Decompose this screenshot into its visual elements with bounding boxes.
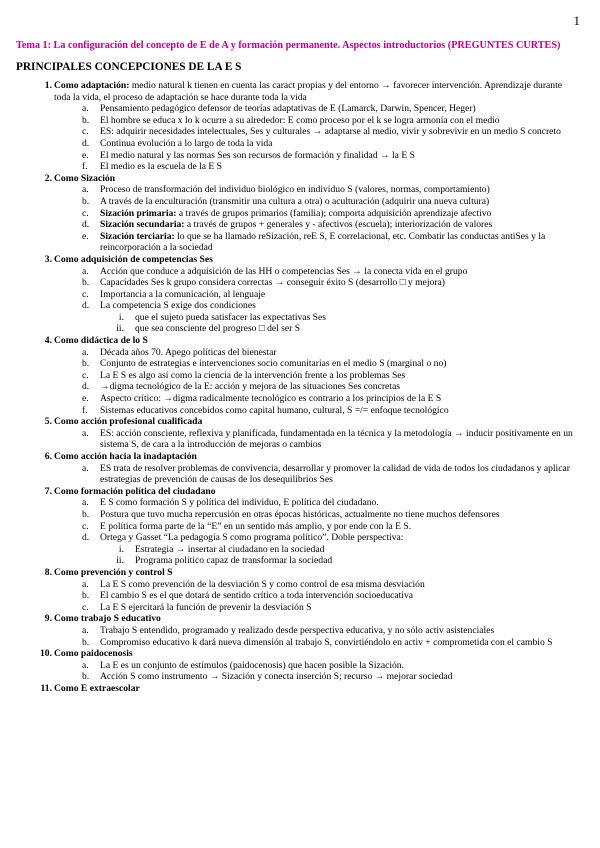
point-item xyxy=(54,277,578,289)
conception-number: 11. xyxy=(40,682,52,694)
conception-number: 1. xyxy=(44,80,52,91)
point-item xyxy=(54,381,578,393)
conception-number: 6. xyxy=(44,451,52,462)
point-letter: b. xyxy=(82,508,90,520)
point-letter: a. xyxy=(82,184,89,196)
conception-title: Como Sización xyxy=(54,172,116,184)
point-item xyxy=(54,347,578,359)
point-text: El medio natural y las normas Ses son recursos de formación y finalidad → la E S xyxy=(100,149,415,161)
point-text: a través de grupos primarios (familia); comporta adquisición aprendizaje afectivo xyxy=(176,207,492,219)
point-term: Sización terciaria: xyxy=(100,230,175,242)
point-text: Trabajo S entendido, programado y realizado desde perspectiva educativa, y no sólo activ asistenciales xyxy=(100,624,495,636)
conception-number: 3. xyxy=(44,253,52,265)
point-item xyxy=(54,266,578,278)
point-item xyxy=(54,671,578,683)
point-item xyxy=(54,184,578,196)
conception-item xyxy=(16,254,578,335)
point-item xyxy=(54,150,578,162)
conception-points xyxy=(54,103,578,173)
conception-points xyxy=(54,660,578,683)
sub-point-numeral: ii. xyxy=(116,555,124,567)
point-letter: a. xyxy=(82,427,89,439)
point-letter: d. xyxy=(82,219,90,231)
point-text: La E S es algo así como la ciencia de la intervención frente a los problemas Ses xyxy=(100,369,406,381)
point-letter: b. xyxy=(82,590,90,602)
point-letter: b. xyxy=(82,358,90,370)
point-term: Sización secundaria: xyxy=(100,219,185,231)
conception-points xyxy=(54,347,578,417)
conception-item xyxy=(16,80,578,173)
point-letter: a. xyxy=(82,265,89,277)
point-letter: c. xyxy=(82,520,89,532)
point-item xyxy=(54,463,578,486)
point-letter: a. xyxy=(82,578,89,590)
point-letter: a. xyxy=(82,462,89,474)
point-item xyxy=(54,521,578,533)
conception-number: 8. xyxy=(44,566,52,578)
point-text: El hombre se educa x lo k ocurre a su alrededor: E como proceso por el k se logra armonía con el medio xyxy=(100,114,500,126)
point-text: La E S ejercitará la función de prevenir la desviación S xyxy=(100,601,312,613)
point-letter: b. xyxy=(82,671,90,683)
point-text: Acción S como instrumento → Sización y conecta inserción S; recurso → mejorar sociedad xyxy=(100,671,453,683)
point-item xyxy=(54,219,578,231)
point-letter: e. xyxy=(82,393,89,405)
sub-point-item xyxy=(100,544,578,556)
point-text: El medio es la escuela de la E S xyxy=(100,161,223,173)
conception-item xyxy=(16,173,578,254)
point-item xyxy=(54,590,578,602)
point-text: Aspecto crítico: →digma radicalmente tecnológico es contrario a los principios de la E S xyxy=(100,393,442,405)
sub-point-item xyxy=(100,312,578,324)
sub-point-item xyxy=(100,323,578,335)
point-text: ES: adquirir necesidades intelectuales, Ses y culturales → adaptarse al medio, vivir y sobrevivir en un medio S concreto xyxy=(100,126,561,138)
point-letter: f. xyxy=(82,404,88,416)
conception-item xyxy=(16,416,578,451)
point-item xyxy=(54,196,578,208)
conception-title: Como adquisición de competencias Ses xyxy=(54,253,213,265)
sub-point-text: Programa político capaz de transformar la sociedad xyxy=(135,555,333,567)
conception-points xyxy=(54,184,578,254)
point-letter: a. xyxy=(82,659,89,671)
conception-title: Como prevención y control S xyxy=(54,566,173,578)
point-item xyxy=(54,637,578,649)
conception-item xyxy=(16,486,578,567)
point-term: Sización primaria: xyxy=(100,207,177,219)
point-text: Continua evolución a lo largo de toda la vida xyxy=(100,137,273,149)
conception-title: Como E extraescolar xyxy=(54,682,140,694)
point-text: ES trata de resolver problemas de convivencia, desarrollar y promover la calidad de vida de todos los ciudadanos y aplicar estrategias de prevención de causas de los desequilibrios Ses xyxy=(100,462,570,486)
point-letter: d. xyxy=(82,300,90,312)
conception-item xyxy=(16,683,578,695)
point-item xyxy=(54,532,578,567)
conception-points xyxy=(54,625,578,648)
point-letter: a. xyxy=(82,497,89,509)
point-letter: d. xyxy=(82,381,90,393)
conception-points xyxy=(54,463,578,486)
conception-number: 9. xyxy=(44,613,52,625)
point-text: →digma tecnológico de la E: acción y mejora de las situaciones Ses concretas xyxy=(100,381,400,393)
point-item xyxy=(54,289,578,301)
point-letter: c. xyxy=(82,207,89,219)
conception-item xyxy=(16,613,578,648)
sub-point-text: que sea consciente del progreso □ del ser S xyxy=(135,323,301,335)
point-item xyxy=(54,300,578,335)
point-item xyxy=(54,103,578,115)
conceptions-list xyxy=(16,80,578,694)
conception-title: Como adaptación: xyxy=(54,80,130,91)
point-item xyxy=(54,579,578,591)
point-letter: b. xyxy=(82,114,90,126)
point-text: Postura que tuvo mucha repercusión en otras épocas históricas, actualmente no tiene muchos defensores xyxy=(100,508,500,520)
point-letter: c. xyxy=(82,288,89,300)
sub-point-text: que el sujeto pueda satisfacer las expectativas Ses xyxy=(135,311,327,323)
point-text: El cambio S es el que dotará de sentido crítico a toda intervención socioeducativa xyxy=(100,590,414,602)
point-text: Pensamiento pedagógico defensor de teorías adaptativas de E (Lamarck, Darwin, Spencer, Heger) xyxy=(100,103,476,115)
point-letter: c. xyxy=(82,126,89,138)
point-letter: b. xyxy=(82,277,90,289)
conception-number: 7. xyxy=(44,485,52,497)
conception-title: Como acción hacia la inadaptación xyxy=(54,451,197,462)
point-text: Compromiso educativo k dará nueva dimensión al trabajo S, convirtiéndolo en activ + comprometida con el cambio S xyxy=(100,636,553,648)
point-letter: f. xyxy=(82,161,88,173)
point-letter: a. xyxy=(82,346,89,358)
conception-item xyxy=(16,648,578,683)
point-letter: b. xyxy=(82,195,90,207)
point-item xyxy=(54,660,578,672)
point-item xyxy=(54,509,578,521)
conception-title: Como acción profesional cualificada xyxy=(54,416,203,428)
point-letter: b. xyxy=(82,636,90,648)
point-item xyxy=(54,497,578,509)
point-item xyxy=(54,370,578,382)
conception-points xyxy=(54,497,578,567)
point-item xyxy=(54,161,578,173)
point-letter: a. xyxy=(82,624,89,636)
point-letter: e. xyxy=(82,149,89,161)
sub-point-item xyxy=(100,555,578,567)
point-item xyxy=(54,428,578,451)
conception-title: Como paidocenosis xyxy=(54,648,133,660)
point-text: Proceso de transformación del individuo biológico en individuo S (valores, normas, comportamiento) xyxy=(100,184,490,196)
sub-point-text: Estrategia → insertar al ciudadano en la sociedad xyxy=(135,543,325,555)
conception-number: 2. xyxy=(44,172,52,184)
point-letter: c. xyxy=(82,369,89,381)
point-letter: c. xyxy=(82,601,89,613)
document-title: Tema 1: La configuración del concepto de E de A y formación permanente. Aspectos introductorios (PREGUNTES CURTES) xyxy=(16,40,561,51)
sub-points xyxy=(100,544,578,567)
point-item xyxy=(54,625,578,637)
point-item xyxy=(54,405,578,417)
section-heading: PRINCIPALES CONCEPCIONES DE LA E S xyxy=(16,61,242,73)
point-item xyxy=(54,115,578,127)
point-text: Capacidades Ses k grupo considera correctas → conseguir éxito S (desarrollo □ y mejora) xyxy=(100,277,445,289)
point-item xyxy=(54,602,578,614)
conception-item xyxy=(16,451,578,486)
point-item xyxy=(54,358,578,370)
conception-points xyxy=(54,579,578,614)
point-letter: a. xyxy=(82,103,89,115)
conception-title: Como didáctica de lo S xyxy=(54,335,148,347)
point-text: La E S como prevención de la desviación S y como control de esa misma desviación xyxy=(100,578,425,590)
conception-item xyxy=(16,335,578,416)
sub-point-numeral: i. xyxy=(118,543,124,555)
point-item xyxy=(54,126,578,138)
point-text: lo que se ha llamado reSización, reE S, E correlacional, etc. Combatir las conductas antiSes y la reincorporación a la sociedad xyxy=(100,230,546,254)
point-item xyxy=(54,208,578,220)
point-text: Sistemas educativos concebidos como capital humano, cultural, S =/= enfoque tecnológico xyxy=(100,404,449,416)
point-text: ES: acción consciente, reflexiva y planificada, fundamentada en la técnica y la metodología → inducir positivamente en un sistema S, de cara a la introducción de mejoras o cambios xyxy=(100,427,573,451)
point-item xyxy=(54,138,578,150)
point-text: A través de la enculturación (transmitir una cultura a otra) o aculturación (adquirir una nueva cultura) xyxy=(100,195,490,207)
sub-point-numeral: ii. xyxy=(116,323,124,335)
sub-point-numeral: i. xyxy=(118,311,124,323)
conception-title: Como formación política del ciudadano xyxy=(54,485,216,497)
point-text: La E es un conjunto de estímulos (paidocenosis) que hacen posible la Sización. xyxy=(100,659,404,671)
conception-points xyxy=(54,428,578,451)
point-text: Ortega y Gasset “La pedagogía S como programa político”. Doble perspectiva: xyxy=(100,532,404,544)
point-item xyxy=(54,393,578,405)
conception-title: Como trabajo S educativo xyxy=(54,613,161,625)
sub-points xyxy=(100,312,578,335)
point-letter: d. xyxy=(82,532,90,544)
point-letter: e. xyxy=(82,230,89,242)
point-text: Importancia a la comunicación, al lenguaje xyxy=(100,288,266,300)
point-text: La competencia S exige dos condiciones xyxy=(100,300,256,312)
conception-item xyxy=(16,567,578,613)
point-letter: d. xyxy=(82,137,90,149)
conception-points xyxy=(54,266,578,336)
point-text: Década años 70. Apego políticas del bienestar xyxy=(100,346,277,358)
point-text: E política forma parte de la “E” en un sentido más amplio, y por ende con la E S. xyxy=(100,520,412,532)
point-item xyxy=(54,231,578,254)
conception-description: medio natural k tienen en cuenta las caract propias y del entorno → favorecer intervención. Aprendizaje durante toda la vida, el proceso de adaptación se hace durante toda la vida xyxy=(54,80,563,103)
page-number: 1 xyxy=(573,13,580,28)
point-text: Conjunto de estrategias e intervenciones socio comunitarias en el medio S (marginal o no) xyxy=(100,358,447,370)
point-text: E S como formación S y política del individuo, E política del ciudadano. xyxy=(100,497,379,509)
point-text: Acción que conduce a adquisición de las HH o competencias Ses → la conecta vida en el grupo xyxy=(100,265,468,277)
conception-number: 4. xyxy=(44,335,52,347)
point-text: a través de grupos + generales y - afectivos (escuela); interiorización de valores xyxy=(184,219,493,231)
conception-number: 10. xyxy=(40,648,52,660)
conception-number: 5. xyxy=(44,416,52,428)
